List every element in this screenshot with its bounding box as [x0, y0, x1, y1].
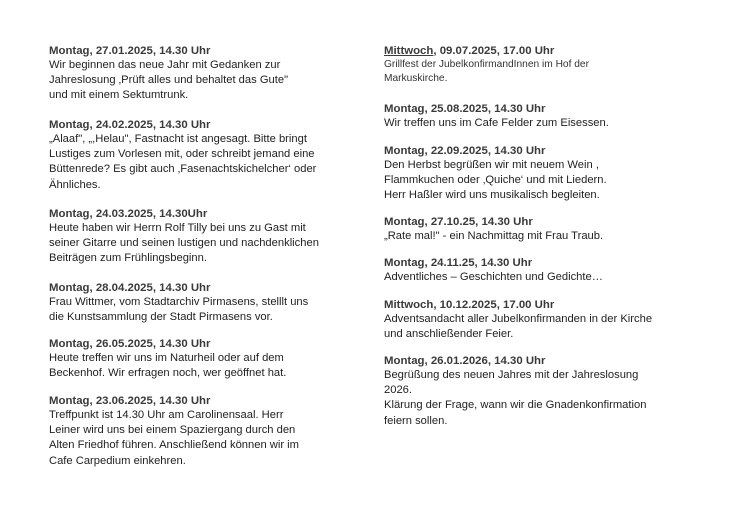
event-line: Jahreslosung ‚Prüft alles und behaltet das Gute" — [49, 74, 289, 87]
event-line: Lustiges zum Vorlesen mit, oder schreibt jemand eine — [49, 148, 315, 161]
event-line: Heute treffen wir uns im Naturheil oder auf dem — [49, 352, 284, 364]
event-entry — [384, 354, 684, 429]
event-line: Grillfest der JubelkonfirmandInnen im Hof der — [384, 59, 589, 70]
event-line: Leiner wird uns bei einem Spaziergang durch den — [49, 424, 296, 437]
event-line: und mit einem Sektumtrunk. — [49, 89, 189, 102]
event-heading: Montag, 27.01.2025, 14.30 Uhr — [49, 45, 211, 57]
event-heading: Mittwoch, 10.12.2025, 17.00 Uhr — [384, 299, 555, 311]
event-heading-weekday: Mittwoch — [384, 45, 434, 57]
event-entry — [49, 44, 359, 104]
event-line: Adventliches – Geschichten und Gedichte… — [384, 271, 603, 283]
event-heading: Montag, 22.09.2025, 14.30 Uhr — [384, 145, 546, 157]
event-entry — [49, 394, 359, 469]
event-heading: Montag, 24.02.2025, 14.30 Uhr — [49, 119, 211, 131]
event-heading: Montag, 24.11.25, 14.30 Uhr — [384, 257, 533, 269]
event-line: „Alaaf", „,Helau", Fastnacht ist angesagt. Bitte bringt — [49, 133, 307, 145]
event-line: Beiträgen zum Frühlingsbeginn. — [49, 252, 207, 265]
event-line: Den Herbst begrüßen wir mit neuem Wein , — [384, 159, 599, 171]
event-line: Cafe Carpedium einkehren. — [49, 454, 186, 467]
event-entry — [384, 256, 684, 285]
event-entry — [384, 298, 684, 342]
event-line: Alten Friedhof führen. Anschließend können wir im — [49, 439, 299, 452]
event-line: Wir beginnen das neue Jahr mit Gedanken zur — [49, 59, 281, 71]
event-line: 2026. — [384, 384, 412, 397]
event-entry — [384, 215, 684, 244]
event-line: Flammkuchen oder ‚Quiche‘ und mit Liedern. — [384, 174, 607, 187]
event-heading: Montag, 24.03.2025, 14.30Uhr — [49, 208, 208, 220]
event-entry — [49, 207, 359, 267]
event-entry — [49, 337, 359, 381]
event-line: „Rate mal!" - ein Nachmittag mit Frau Traub. — [384, 230, 604, 242]
event-line: Treffpunkt ist 14.30 Uhr am Carolinensaal. Herr — [49, 409, 284, 421]
event-heading: Montag, 25.08.2025, 14.30 Uhr — [384, 103, 546, 115]
event-heading: Montag, 23.06.2025, 14.30 Uhr — [49, 395, 211, 407]
event-entry — [384, 44, 684, 86]
event-line: die Kunstsammlung der Stadt Pirmasens vor. — [49, 311, 273, 324]
event-heading — [384, 44, 684, 58]
event-heading: Montag, 28.04.2025, 14.30 Uhr — [49, 282, 211, 294]
event-line: Herr Haßler wird uns musikalisch begleiten. — [384, 189, 600, 202]
event-line: Beckenhof. Wir erfragen noch, wer geöffnet hat. — [49, 367, 287, 380]
event-line: Ähnliches. — [49, 178, 101, 191]
event-heading: Montag, 27.10.25, 14.30 Uhr — [384, 216, 533, 228]
event-line: Markuskirche. — [384, 73, 448, 85]
event-entry — [384, 102, 684, 131]
event-line: feiern sollen. — [384, 414, 448, 427]
event-heading-date: , 09.07.2025, 17.00 Uhr — [433, 45, 555, 57]
event-heading: Montag, 26.05.2025, 14.30 Uhr — [49, 338, 211, 350]
event-entry — [384, 144, 684, 204]
event-line: seiner Gitarre und seinen lustigen und nachdenklichen — [49, 237, 319, 250]
event-line: Adventsandacht aller Jubelkonfirmanden in der Kirche — [384, 313, 653, 325]
event-entry — [49, 118, 359, 193]
event-line: Klärung der Frage, wann wir die Gnadenkonfirmation — [384, 399, 647, 412]
event-line: Heute haben wir Herrn Rolf Tilly bei uns zu Gast mit — [49, 222, 306, 234]
event-heading: Montag, 26.01.2026, 14.30 Uhr — [384, 355, 546, 367]
event-line: und anschließender Feier. — [384, 328, 514, 341]
event-line: Frau Wittmer, vom Stadtarchiv Pirmasens, stelllt uns — [49, 296, 309, 308]
event-entry — [49, 281, 359, 325]
event-line: Begrüßung des neuen Jahres mit der Jahreslosung — [384, 369, 639, 381]
event-line: Büttenrede? Es gibt auch ‚Fasenachtskichelcher‘ oder — [49, 163, 317, 176]
event-line: Wir treffen uns im Cafe Felder zum Eisessen. — [384, 117, 609, 129]
